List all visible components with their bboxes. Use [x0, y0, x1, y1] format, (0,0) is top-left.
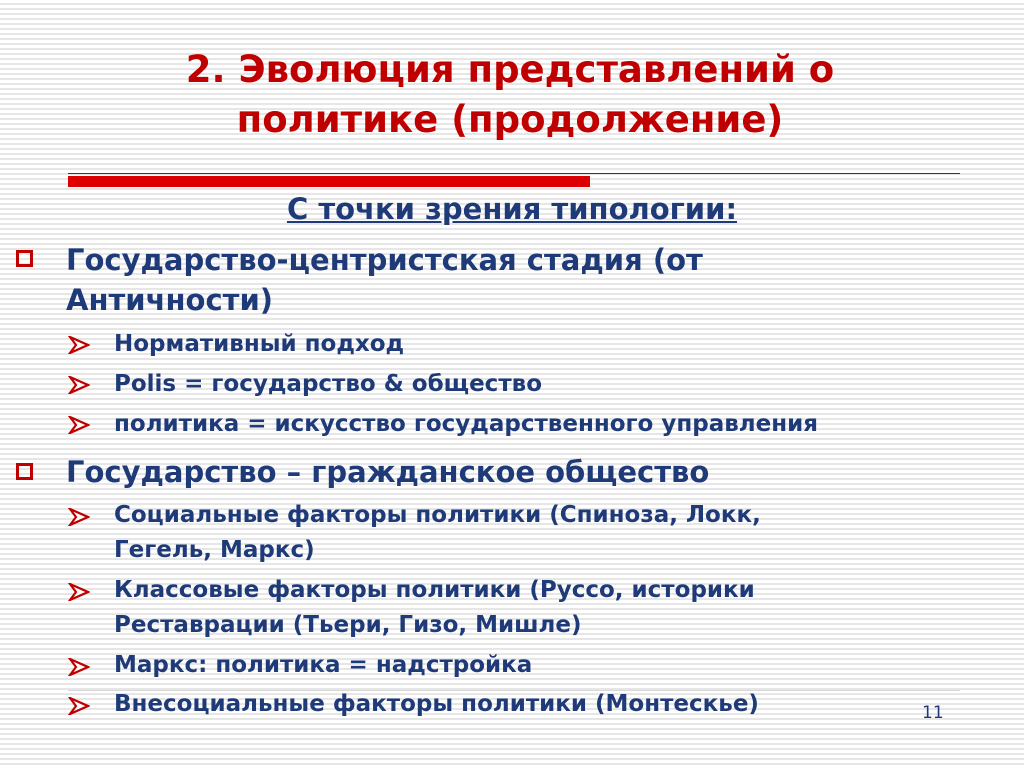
slide-title [60, 45, 960, 145]
arrowhead-bullet-icon [68, 416, 90, 434]
arrowhead-bullet-icon [68, 583, 90, 601]
arrowhead-bullet-icon [68, 697, 90, 715]
slide-title-line-1: 2. Эволюция представлений о [185, 48, 835, 91]
arrowhead-bullet-icon [68, 508, 90, 526]
list-item: Маркс: политика = надстройка [114, 652, 533, 678]
list-item: Нормативный подход [114, 331, 405, 357]
list-item: политика = искусство государственного управления [114, 411, 819, 437]
section-heading-line: Государство – гражданское общество [66, 455, 710, 489]
list-item: Классовые факторы политики (Руссо, историки [114, 577, 755, 603]
list-item: Polis = государство & общество [114, 371, 543, 397]
slide-title-line-2: политике (продолжение) [236, 98, 784, 141]
arrowhead-bullet-icon [68, 658, 90, 676]
title-divider-thin [68, 173, 960, 174]
list-item-continuation: Гегель, Маркс) [114, 537, 315, 563]
list-item: Внесоциальные факторы политики (Монтескье) [114, 691, 759, 717]
hollow-square-bullet-icon [16, 463, 33, 480]
section-heading-line: Государство-центристская стадия (от [66, 243, 703, 277]
subheading: С точки зрения типологии: [286, 192, 738, 226]
section-heading-line: Античности) [66, 283, 274, 317]
title-divider-accent-bar [68, 176, 590, 187]
list-item-continuation: Реставрации (Тьери, Гизо, Мишле) [114, 612, 582, 638]
hollow-square-bullet-icon [16, 250, 33, 267]
arrowhead-bullet-icon [68, 376, 90, 394]
arrowhead-bullet-icon [68, 336, 90, 354]
footer-divider [68, 690, 960, 691]
page-number: 11 [922, 703, 944, 723]
list-item: Социальные факторы политики (Спиноза, Локк, [114, 502, 761, 528]
